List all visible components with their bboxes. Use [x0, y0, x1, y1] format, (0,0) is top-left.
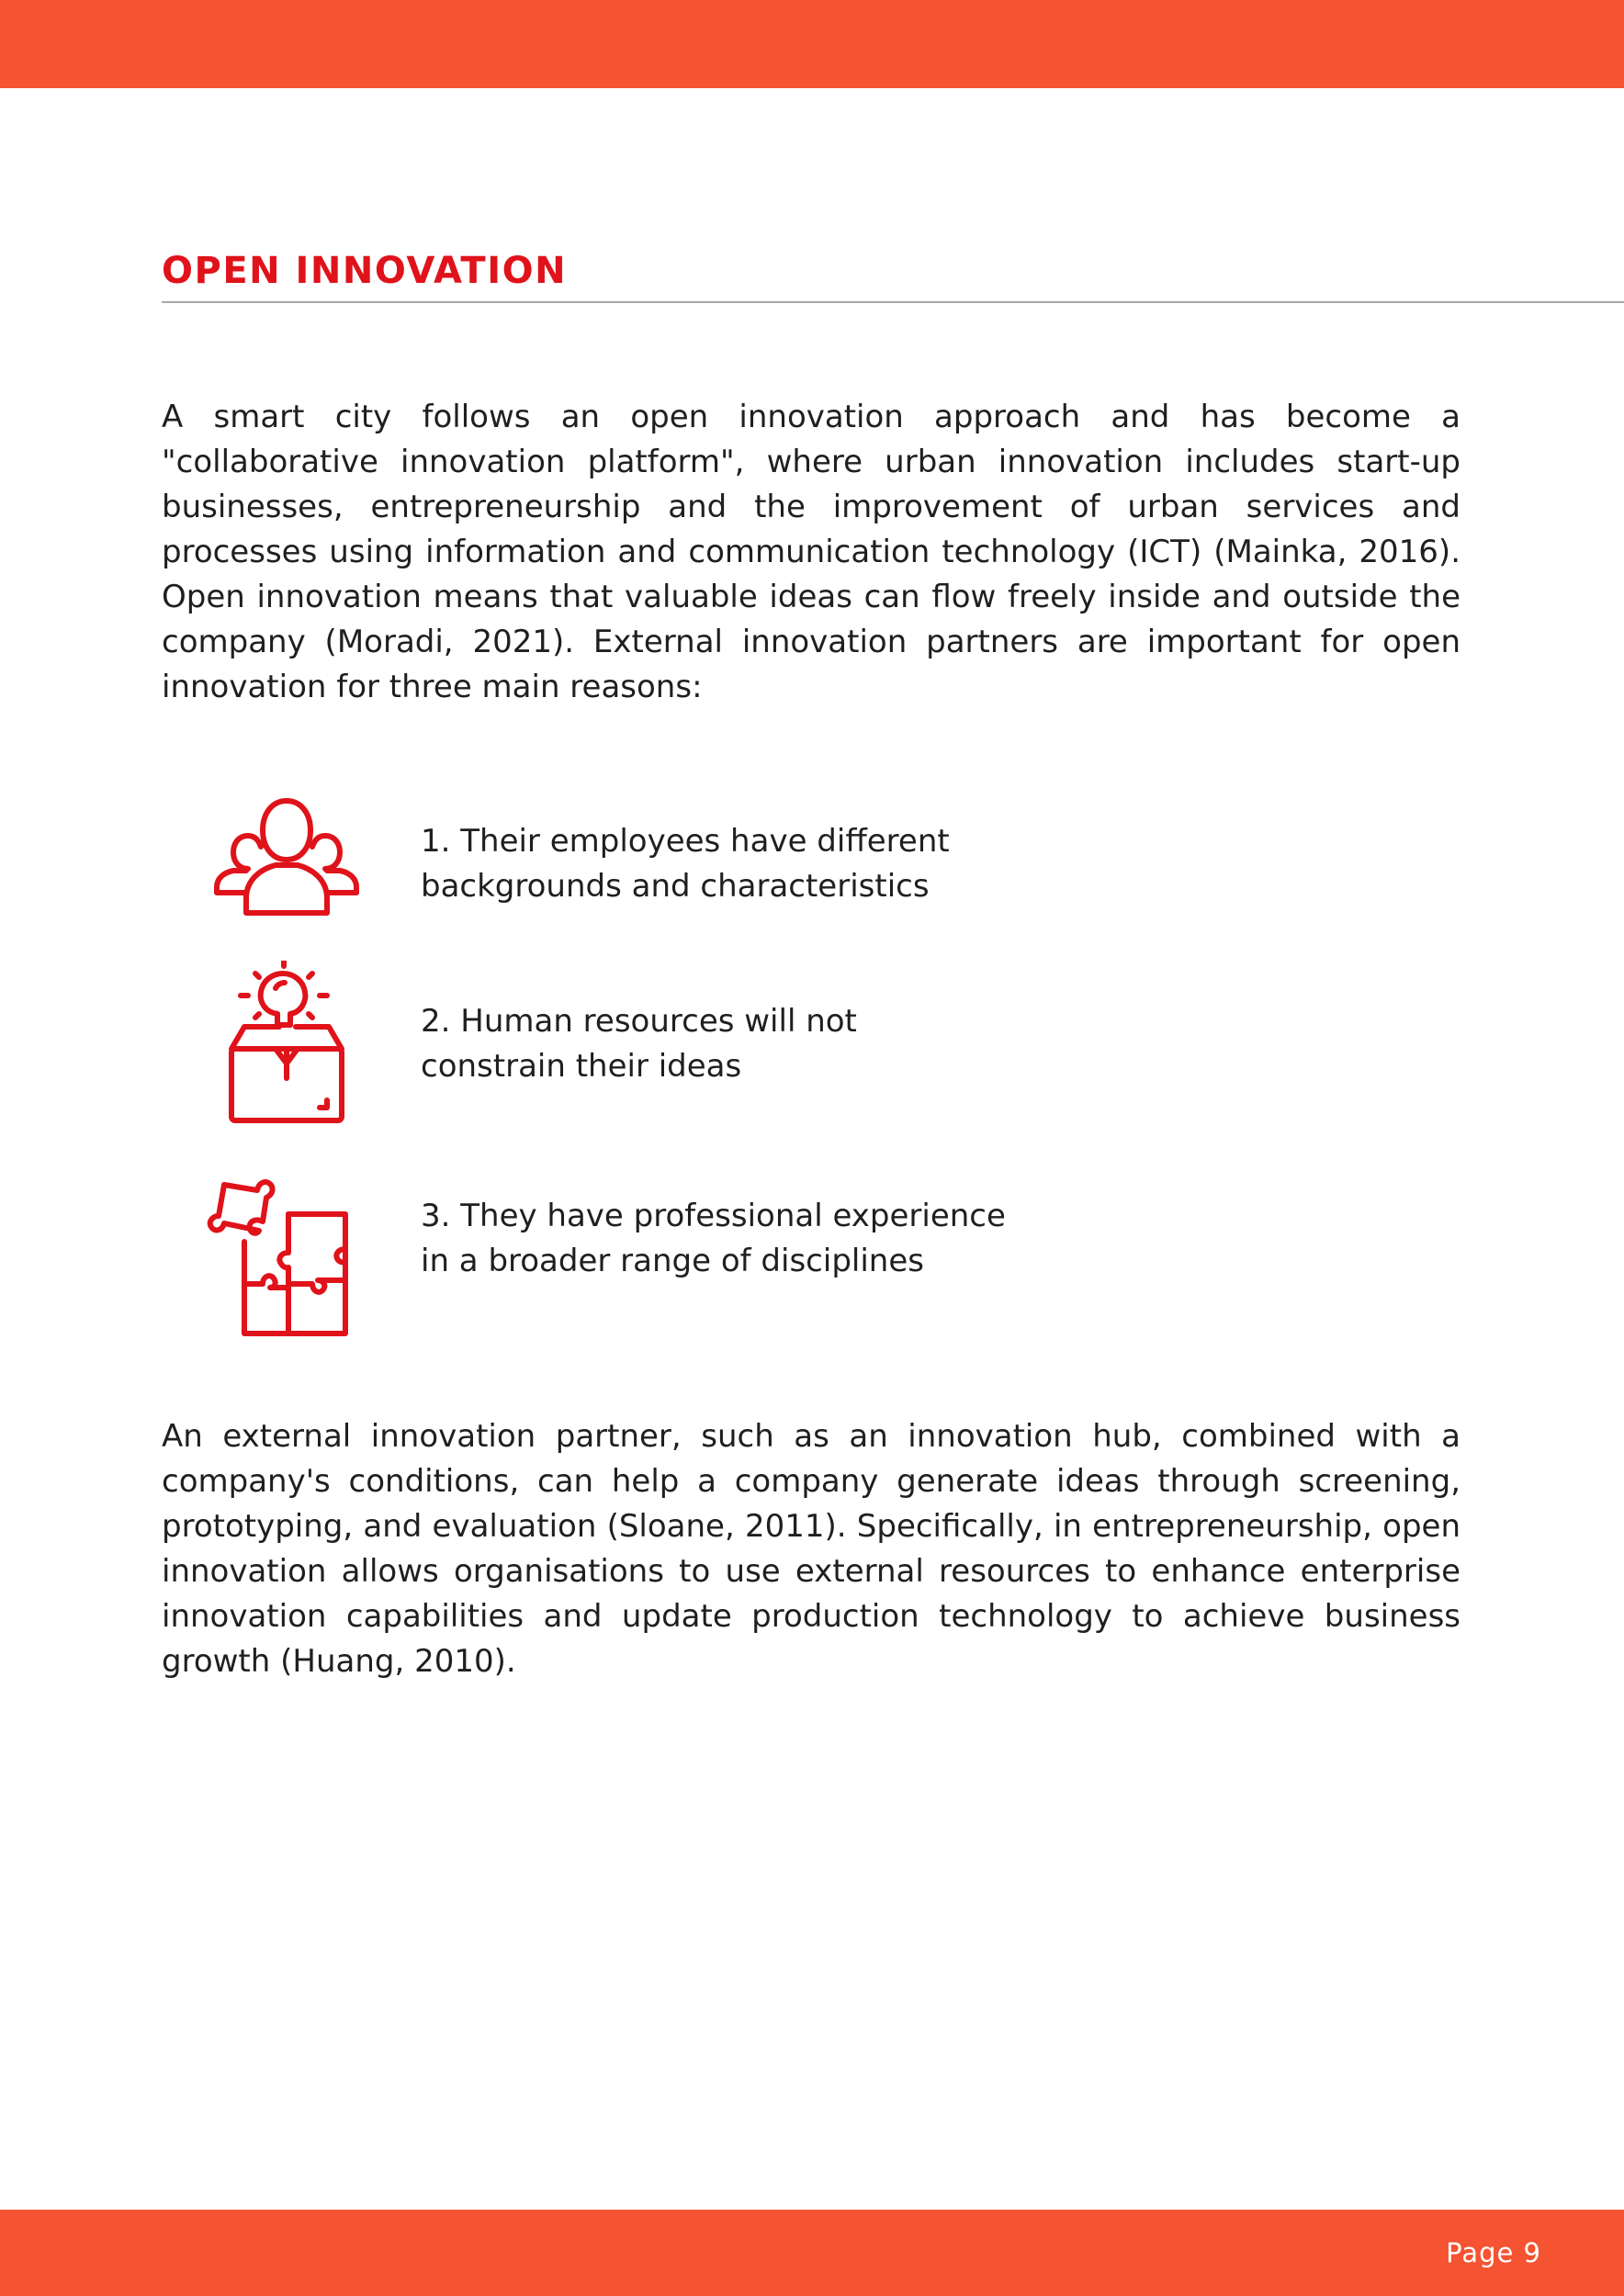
reason-2-line-2: constrain their ideas	[421, 1048, 742, 1085]
outro-paragraph: An external innovation partner, such as an innovation hub, combined with a company's conditions, can help a company generate ideas through screening, prototyping, and evaluation (Sloane, 2011). Specifically, in entrepreneurship, open innovation allows organisations to use external resources to enhance enterprise innovation capabilities and update production technology to achieve business growth (Huang, 2010).	[162, 1418, 1460, 1680]
reason-1-line-2: backgrounds and characteristics	[421, 868, 930, 905]
lightbulb-box-icon	[204, 961, 369, 1126]
reason-1-line-1: 1. Their employees have different	[421, 823, 950, 860]
page-number: Page 9	[1446, 2237, 1541, 2268]
reason-3-line-2: in a broader range of disciplines	[421, 1243, 924, 1279]
reason-3-line-1: 3. They have professional experience	[421, 1198, 1006, 1234]
intro-paragraph: A smart city follows an open innovation approach and has become a "collaborative innovation platform", where urban innovation includes start-up businesses, entrepreneurship and the improvement of urban services and processes using information and communication technology (ICT) (Mainka, 2016). Open innovation means that valuable ideas can flow freely inside and outside the company (Moradi, 2021). External innovation partners are important for open innovation for three main reasons:	[162, 399, 1460, 705]
top-color-band	[0, 0, 1624, 88]
title-divider	[162, 301, 1624, 303]
reason-item-3	[421, 1194, 1082, 1284]
puzzle-pieces-icon	[204, 1176, 369, 1341]
reason-2-line-1: 2. Human resources will not	[421, 1003, 857, 1040]
reason-item-2	[421, 999, 1082, 1089]
section-title: OPEN INNOVATION	[162, 250, 568, 292]
people-group-icon	[204, 788, 369, 953]
reason-item-1	[421, 819, 1082, 909]
bottom-color-band	[0, 2210, 1624, 2296]
